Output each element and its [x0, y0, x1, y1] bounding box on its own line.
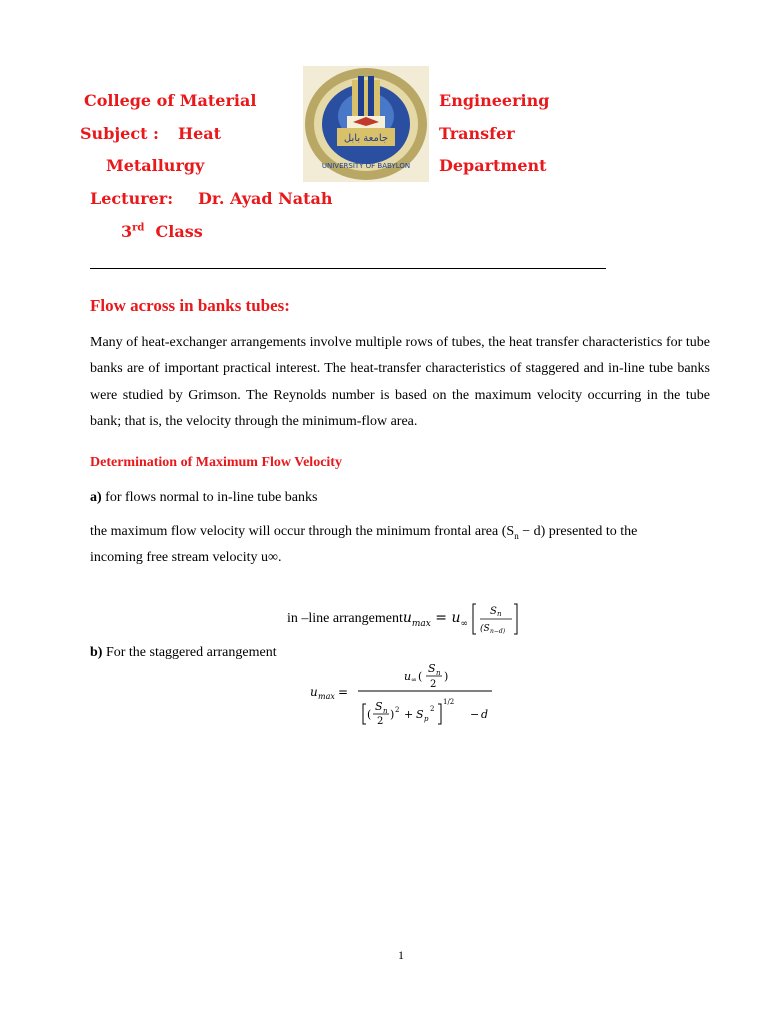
equation-label: in –line arrangement — [287, 611, 403, 627]
item-b — [90, 645, 277, 661]
department-label: Department — [439, 156, 547, 175]
svg-text:): ) — [444, 670, 449, 683]
staggered-equation-icon — [310, 660, 510, 760]
intro-paragraph: Many of heat-exchanger arrangements involve multiple rows of tubes, the heat transfer characteristics for tube banks are of important practical interest. The heat-transfer characteristics of staggered and in-line tube banks were studied by Grimson. The Reynolds number is based on the maximum velocity occurring in the tube bank; that is, the velocity through the minimum-flow area. — [90, 335, 710, 429]
university-logo — [303, 66, 429, 182]
svg-text:(: ( — [418, 670, 423, 683]
svg-text:n: n — [436, 669, 441, 677]
subject-heat: Heat — [178, 124, 222, 143]
svg-text:max: max — [318, 692, 335, 701]
item-a-text: for flows normal to in-line tube banks — [101, 490, 318, 505]
body-line-1-start: the maximum flow velocity will occur through the minimum frontal area (S — [90, 524, 515, 539]
class-label — [121, 222, 203, 241]
body-line-1-sub: n — [514, 530, 519, 541]
subject-transfer: Transfer — [439, 124, 515, 143]
svg-text:): ) — [390, 708, 395, 721]
item-b-label: b) — [90, 645, 103, 660]
svg-text:∞: ∞ — [411, 676, 417, 684]
svg-text:u: u — [404, 670, 412, 683]
svg-text:S: S — [489, 606, 497, 617]
svg-text:−: − — [470, 708, 480, 721]
seal-arabic-text: جامعة بابل — [343, 133, 389, 144]
svg-text:n: n — [496, 610, 502, 618]
lecturer-label: Lecturer: — [90, 189, 174, 208]
svg-text:1/2: 1/2 — [443, 698, 455, 706]
class-ordinal: rd — [132, 222, 145, 234]
svg-text:=: = — [338, 685, 349, 699]
svg-text:(: ( — [367, 708, 372, 721]
department-metallurgy: Metallurgy — [106, 156, 205, 175]
svg-text:n: n — [383, 707, 388, 715]
equation-fraction-icon — [472, 602, 518, 636]
svg-text:+: + — [404, 708, 414, 721]
class-number: 3 — [121, 222, 133, 241]
svg-text:n−d): n−d) — [489, 628, 505, 635]
svg-text:(S: (S — [479, 624, 490, 634]
svg-text:S: S — [416, 708, 424, 721]
svg-text:2: 2 — [430, 705, 435, 713]
svg-text:2: 2 — [395, 706, 400, 714]
svg-text:S: S — [428, 662, 436, 675]
lecturer-name: Dr. Ayad Natah — [198, 189, 333, 208]
item-a — [90, 490, 317, 506]
class-text: Class — [155, 222, 203, 241]
svg-text:d: d — [481, 708, 489, 721]
body-line-1-end: − d) presented to the — [518, 524, 638, 539]
subject-label: Subject : — [80, 124, 159, 143]
inline-equation: in –line arrangementu$_{max}$ = $u_\infty$ S n (S n−d) — [287, 602, 518, 636]
svg-text:u: u — [310, 685, 318, 699]
svg-text:p: p — [424, 715, 429, 723]
university-seal-icon — [303, 66, 429, 182]
page-number: 1 — [398, 948, 404, 962]
svg-text:S: S — [375, 700, 383, 713]
section-title: Flow across in banks tubes: — [90, 296, 290, 315]
svg-text:2: 2 — [430, 679, 437, 690]
seal-ring-text: UNIVERSITY OF BABYLON — [321, 162, 411, 170]
body-line-2: incoming free stream velocity u∞. — [90, 550, 282, 565]
engineering-title: Engineering — [439, 91, 550, 110]
header-divider — [90, 268, 606, 269]
item-a-label: a) — [90, 490, 102, 505]
body-line-1 — [90, 524, 637, 541]
item-b-text: For the staggered arrangement — [102, 645, 277, 660]
subsection-title: Determination of Maximum Flow Velocity — [90, 455, 342, 470]
college-title: College of Material — [84, 91, 257, 110]
svg-text:2: 2 — [377, 716, 384, 727]
